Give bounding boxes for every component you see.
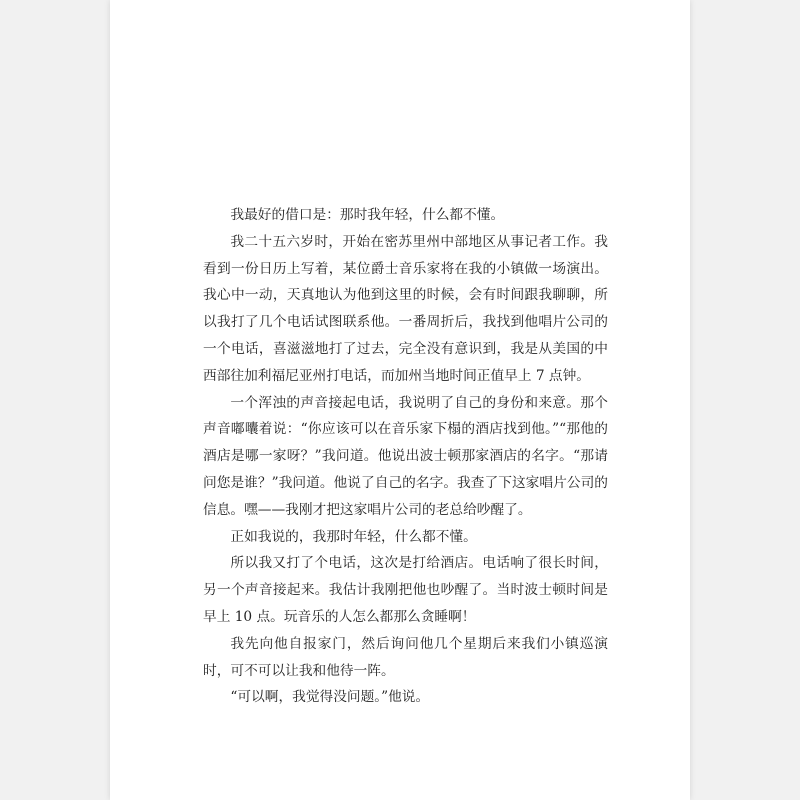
- paragraph-4: 正如我说的，我那时年轻，什么都不懂。: [230, 528, 477, 545]
- paragraph-5: 所以我又打了个电话，这次是打给酒店。电话响了很长时间，另一个声音接起来。我估计我刚把他也吵醒了。当时波士顿时间是早上 10 点。玩音乐的人怎么都那么贪睡啊！: [203, 555, 608, 625]
- paragraph-6: 我先向他自报家门，然后询问他几个星期后来我们小镇巡演时，可不可以让我和他待一阵。: [203, 635, 608, 679]
- paragraph-7: “可以啊，我觉得没问题。”他说。: [230, 689, 430, 706]
- body-text: [203, 202, 608, 711]
- paragraph-1: 我最好的借口是：那时我年轻，什么都不懂。: [230, 207, 505, 223]
- paragraph-3: 一个浑浊的声音接起电话，我说明了自己的身份和来意。那个声音嘟囔着说：“你应该可以在音乐家下榻的酒店找到他。”“那他的酒店是哪一家呀？”我问道。他说出波士顿那家酒店的名字。“那请问您是谁？”我问道。他说了自己的名字。我查了下这家唱片公司的信息。嘿——我刚才把这家唱片公司的老总给吵醒了。: [203, 394, 608, 518]
- book-page: [110, 0, 690, 800]
- paragraph-2: 我二十五六岁时，开始在密苏里州中部地区从事记者工作。我看到一份日历上写着，某位爵士音乐家将在我的小镇做一场演出。我心中一动，天真地认为他到这里的时候，会有时间跟我聊聊，所以我打了几个电话试图联系他。一番周折后，我找到他唱片公司的一个电话，喜滋滋地打了过去，完全没有意识到，我是从美国的中西部往加利福尼亚州打电话，而加州当地时间正值早上 7 点钟。: [203, 233, 608, 384]
